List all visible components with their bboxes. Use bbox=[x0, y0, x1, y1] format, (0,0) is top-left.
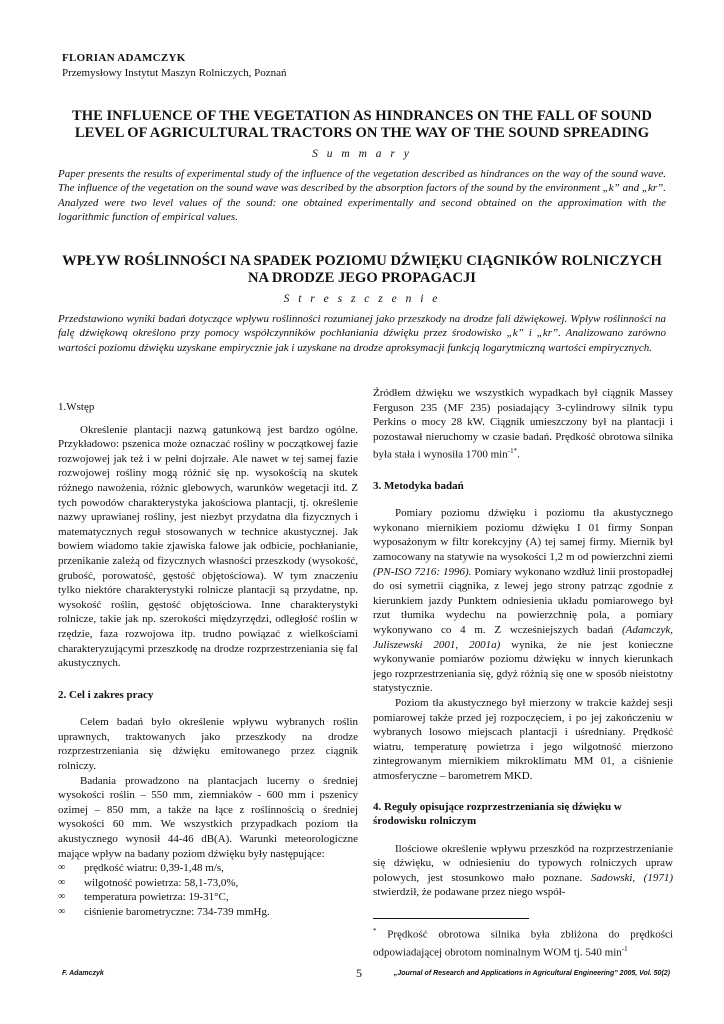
section-3-paragraph-1: Pomiary poziomu dźwięku i poziomu tła akustycznego wykonano miernikiem poziomu dźwięku I 01 firmy Sonpan wyposażonym w filtr korekcyjny (A) tej samej firmy. Miernik był zamocowany na statywie na wysokości 1,2 m od powierzchni ziemi (PN-ISO 7216: 1996). Pomiary wykonano wzdłuż linii prostopadłej do osi symetrii ciągnika, z lewej jego strony patrząc zgodnie z kierunkiem jazdy Punktem odniesienia układu pomiarowego był rzut tłumika wydechu na powierzchnię pola, a pomiary wykonywano co 4 m. Z wcześniejszych badań (Adamczyk, Juliszewski 2001, 2001a) wynika, że nie jest konieczne wykonywanie pomiarów poziomu dźwięku w innych kierunkach jego rozprzestrzeniania się, gdyż różnią się one w sposób nieistotny statystycznie. bbox=[373, 507, 673, 695]
footnote-divider bbox=[373, 918, 529, 919]
right-column bbox=[373, 386, 673, 900]
list-item: ∞ ciśnienie barometryczne: 734-739 mmHg. bbox=[58, 905, 358, 920]
streszczenie-label: S t r e s z c z e n i e bbox=[283, 293, 441, 305]
english-title-line-2: LEVEL OF AGRICULTURAL TRACTORS ON THE WAY OF THE SOUND SPREADING bbox=[74, 125, 650, 141]
section-2-paragraph-1: Celem badań było określenie wpływu wybranych roślin uprawnych, traktowanych jako przeszkody na drodze rozprzestrzeniania się dźwięku emitowanego przez ciągnik rolniczy. bbox=[58, 716, 358, 773]
section-4-paragraph: Ilościowe określenie wpływu przeszkód na rozprzestrzenianie się dźwięku, w odniesieniu do typowych rolniczych upraw polowych, jest stosunkowo mało poznane. Sadowski, (1971) stwierdził, że podawane przez niego współ- bbox=[373, 842, 673, 899]
tractor-source-paragraph: Źródłem dźwięku we wszystkich wypadkach był ciągnik Massey Ferguson 235 (MF 235) posiadający 3-cylindrowy silnik typu Perkins o mocy 28 kW. Ciągnik umieszczony był na plantacji i pozostawał nieruchomy w czasie badań. Prędkość obrotowa silnika była stała i wynosiła 1700 $\min^{-1*}$. bbox=[373, 387, 673, 462]
section-4-heading: 4. Reguły opisujące rozprzestrzeniania się dźwięku w środowisku rolniczym bbox=[373, 800, 622, 828]
author-name: FLORIAN ADAMCZYK bbox=[62, 52, 186, 64]
page-number: 5 bbox=[356, 966, 362, 980]
superscript: -1 bbox=[621, 944, 628, 953]
footnote: * Prędkość obrotowa silnika była zbliżona do prędkości odpowiadającej obrotom nominalnym WOM tj. 540 $\min^{-1}$ bbox=[373, 927, 673, 959]
section-1-heading: 1.Wstęp bbox=[58, 401, 95, 413]
polish-title-line-2: NA DRODZE JEGO PROPAGACJI bbox=[248, 270, 476, 286]
polish-abstract: Przedstawiono wyniki badań dotyczące wpływu roślinności rozumianej jako przeszkody na drodze fali dźwiękowej. Wpływ roślinności na falę dźwiękową określono przy pomocy współczynników pochłaniania dźwięku przez środowisko „k” i „kr”. Analizowano zarówno wartości poziomu dźwięku uzyskane empirycznie jak i uzyskane na drodze aproksymacji funkcją logarytmiczną wartości empirycznych. bbox=[58, 313, 666, 354]
section-2-heading: 2. Cel i zakres pracy bbox=[58, 688, 154, 701]
polish-title bbox=[40, 253, 684, 287]
section-3-paragraph-2: Poziom tła akustycznego był mierzony w trakcie każdej sesji pomiarowej także przed jej rozpoczęciem, i po jej zakończeniu w wybranych losowo miejscach plantacji i uśredniany. Prędkość wiatru, temperaturę powietrza i jego wilgotność mierzono zintegrowanym miernikiem mikroklimatu MM 01, a ciśnienie atmosferyczne – barometrem MKD. bbox=[373, 696, 673, 782]
meteo-conditions-list bbox=[58, 861, 358, 919]
citation: (PN-ISO 7216: 1996). bbox=[373, 565, 472, 578]
section-2-paragraph-2: Badania prowadzono na plantacjach lucerny o średniej wysokości roślin – 550 mm, ziemniaków - 600 mm i pszenicy ozimej – 850 mm, a także na łące z roślinnością o średniej wysokości 60 mm. We wszystkich przypadkach poziom tła akustycznego wynosił 44-46 dB(A). Warunki meteorologiczne mające wpływ na badany poziom dźwięku były następujące: bbox=[58, 774, 358, 860]
superscript: -1* bbox=[507, 447, 518, 456]
section-3-heading: 3. Metodyka badań bbox=[373, 479, 464, 492]
list-item: ∞ temperatura powietrza: 19-31°C, bbox=[58, 890, 358, 905]
list-item: ∞ wilgotność powietrza: 58,1-73,0%, bbox=[58, 876, 358, 891]
list-item: ∞ prędkość wiatru: 0,39-1,48 m/s, bbox=[58, 861, 358, 876]
polish-title-line-1: WPŁYW ROŚLINNOŚCI NA SPADEK POZIOMU DŹWIĘKU CIĄGNIKÓW ROLNICZYCH bbox=[62, 253, 662, 269]
english-title-line-1: THE INFLUENCE OF THE VEGETATION AS HINDRANCES ON THE FALL OF SOUND bbox=[72, 108, 652, 124]
english-abstract: Paper presents the results of experimental study of the influence of the vegetation described as hindrances on the way of the sound wave. The influence of the vegetation on the sound wave was described by the absorption factors of the sound by the environment „k” and „kr”. Analyzed were two level values of the sound: one obtained experimentally and second obtained on the approximation with the logarithmic function of empirical values. bbox=[58, 168, 666, 224]
english-title bbox=[40, 108, 684, 142]
citation: (Adamczyk, Juliszewski 2001, 2001a) bbox=[373, 623, 673, 651]
section-1-paragraph: Określenie plantacji nazwą gatunkową jest bardzo ogólne. Przykładowo: pszenica może oznaczać rośliny w początkowej fazie rozwojowej jak też i w pełni dojrzałe. Ale nawet w tej samej fazie rozwojowej rośliny mogą różnić się np. wysokością na skutek różnego nawożenia, różnic glebowych, warunków wegetacji itd. Z tych powodów charakterystyka jakościowa plantacji, tj. określenie nazwy uprawianej rośliny, jest niezbyt przydatna dla fizycznych i matematycznych reguł stosowanych w technice akustycznej. Jak bowiem wiadomo takie zjawiska falowe jak odbicie, pochłanianie, przenikanie zależą od fizycznych własności przeszkody (wysokość, grubość, porowatość, gęstość objętościowa). W tym znaczeniu tylko niektóre charakterystyki rolnicze plantacji są przydatne, np. wysokość roślin, gęstość objętościowa. Inne charakterystyki rolnicze, takie jak np. szerokości międzyrzędzi, odległość roślin w rzędzie, faza rozwojowa itp. trudno powiązać z wielkościami charakteryzującymi przeszkodę na drodze rozprzestrzeniania się fal akustycznych. bbox=[58, 423, 358, 670]
footnote-marker: * bbox=[373, 927, 377, 935]
author-affiliation: Przemysłowy Instytut Maszyn Rolniczych, Poznań bbox=[62, 67, 287, 79]
footer-author: F. Adamczyk bbox=[62, 970, 104, 977]
left-column bbox=[58, 400, 358, 920]
summary-label: S u m m a r y bbox=[312, 148, 412, 160]
citation: Sadowski, (1971) bbox=[590, 871, 673, 884]
footer-journal: „Journal of Research and Applications in Agricultural Engineering” 2005, Vol. 50(2) bbox=[393, 970, 670, 977]
